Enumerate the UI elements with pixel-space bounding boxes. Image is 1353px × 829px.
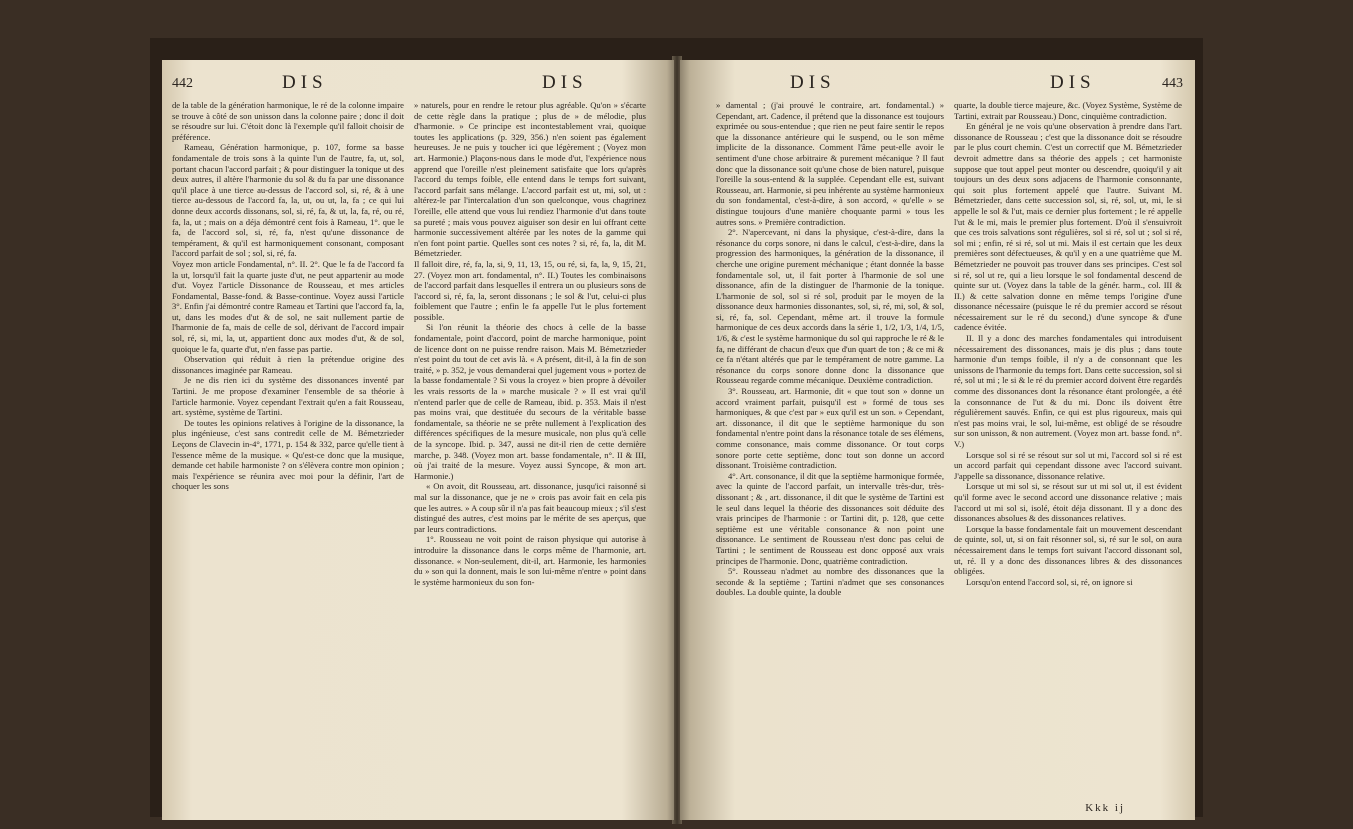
paragraph: 3°. Rousseau, art. Harmonie, dit « que tout son » donne un accord vraiment parfait, puisqu'il est » formé de tous ses harmoniques, & que c'est par » eux qu'il est un son. » Cependant, art. dissonance, il dit que le septième harmonique du son fondamental n'entre point dans la résonance totale de ses élémens, comme consonance, mais comme dissonance. Or tout corps sonore porte cette septième, donc tout son donne un accord dissonant. Troisième contradiction. [716,386,944,471]
right-page-column-2 [954,100,1182,790]
paragraph: Rameau, Génération harmonique, p. 107, forme sa basse fondamentale de trois sons à la quinte l'un de l'autre, fa, ut, sol, portant chacun l'accord parfait ; & pour distinguer la tonique ut des deux autres, il altère l'harmonie du sol & du fa par une dissonance qu'il place à une tierce au-dessus de l'accord sol, si, ré, & à une tierce au-dessous de l'accord fa, la, ut, ou ut, la, fa ; ce qui lui donne deux accords dissonans, sol, si, ré, fa, & ut, la, fa, ré, ou ré, fa, la, ut ; mais on a déja démontré cent fois à Rameau, 1°. que le fa, de l'accord sol, si, ré, fa, n'est qu'une dissonance de tempérament, & qu'il est harmoniquement consonant, composant l'accord parfait de sol ; sol, si, ré, fa. [172,142,404,259]
paragraph: Lorsque la basse fondamentale fait un mouvement descendant de quinte, sol, ut, si on fait résonner sol, si, ré sur le sol, on aura nécessairement dans le temps fort suivant l'accord dissonant sol, ut, ré. Il y a donc des dissonances libres & des dissonances obligées. [954,523,1182,577]
right-header-title-2: DIS [1050,72,1096,93]
left-page-column-1 [172,100,404,805]
paragraph: De toutes les opinions relatives à l'origine de la dissonance, la plus ingénieuse, c'est sans contredit celle de M. Bémetzrieder Leçons de Clavecin in-4°, 1771, p. 154 & 332, parce qu'elle tient à l'essence même de la musique. « Qu'est-ce donc que la musique, demande cet habile harmoniste ? on s'élèvera contre mon opinion ; mais l'expérience se réunira avec moi pour la définir, l'art de choquer les sons [172,417,404,492]
paragraph: Voyez mon article Fondamental, n°. II. 2°. Que le fa de l'accord fa la ut, lorsqu'il fait la quarte juste d'ut, ne peut appartenir au mode d'ut. Voyez l'article Dissonance de Rousseau, et mes articles Fondamental, Basse-fond. & Basse-continue. Voyez aussi l'article 3°. Enfin j'ai démontré contre Rameau et Tartini que l'accord fa, la, ut, dans les modes d'ut & de sol, ne sait nullement partie de l'harmonie de fa, mais de celle de sol, dérivant de l'accord impair sol, ré, si, mi, la, ut, appartient donc aux modes d'ut, & de sol, quoique le fa, quarte d'ut, n'en fasse pas partie. [172,258,404,354]
paragraph: En général je ne vois qu'une observation à prendre dans l'art. dissonance de Rousseau ; c'est que la dissonance doit se résoudre par le plus court chemin. C'est un correctif que M. Bémetzrieder devroit admettre dans sa théorie des appels ; cet harmoniste suppose que tout appel peut monter ou descendre, quoiqu'il y ait toujours un des deux sons adjacens de l'harmonie consonnante, qui soit plus fortement appelé que l'autre. Suivant M. Bémetzrieder, dans cette succession sol, si, ré, sol, ut, mi, le si appelle le sol & l'ut, mais ce dernier plus fortement ; le ré appelle l'ut & le mi, mais le premier plus fortement. D'où il s'ensuivroit que ces trois salvations sont régulières, sol si ré, sol ut ; sol si ré, sol mi ; enfin, ré si ré, sol ut mi. Mais il est certain que les deux premières sont défectueuses, & qu'il y en a une quatrième que M. Bémetzrieder ne pouvoit pas trouver dans ses principes. C'est sol si ré, sol ut re, qui a lieu lorsque le sol fondamental descend de quinte sur ut. (Voyez dans la table de la génér. harm., col. III & II.) & cette salvation donne en même temps l'origine d'une dissonance nécessaire (puisque le ré du premier accord se résout nécessairement sur le ré du second,) d'une syncope & d'une cadence évitée. [954,121,1182,333]
paragraph: » naturels, pour en rendre le retour plus agréable. Qu'on » s'écarte de cette règle dans la pratique ; plus de » de mélodie, plus d'harmonie. » Ce principe est incontestablement vrai, quoique toutes les applications (p. 329, 356.) n'en soient pas également heureuses. Je ne puis y toucher ici que légèrement ; (Voyez mon art. Harmonie.) Plaçons-nous dans le mode d'ut, l'expérience nous apprend que l'oreille n'est pleinement satisfaite que lors qu'après l'accord du temps foible, elle entend dans le temps fort suivant, l'accord parfait sans mélange. L'accord parfait est ut, mi, sol, ut : altérez-le par l'intercalation d'un son quelconque, vous chagrinez l'oreille, elle attend que vous lui rendiez l'harmonie d'ut dans toute sa pureté ; mais vous pouvez aiguiser son desir en lui offrant cette harmonie successivement altérée par les notes de la gamme qui n'en font point partie. Quelles sont ces notes ? si, ré, fa, la, dit M. Bémetzrieder. [414,100,646,259]
paragraph: » damental ; (j'ai prouvé le contraire, art. fondamental.) » Cependant, art. Cadence, il prétend que la dissonance est toujours exprimée ou sous-entendue ; que rien ne peut faire sentir le repos que la dissonance antérieure qui le suspend, ou le son même implicite de la dissonance. Comment l'âme peut-elle avoir le sentiment d'une chose arbitraire & purement mécanique ? Il faut donc que la dissonance soit qu'une chose de bien naturel, puisque l'oreille la sous-entend & la supplée. Cependant elle est, suivant Rousseau, art. Harmonie, si peu inhérente au système harmonieux du son fondamental, c'est-à-dire, à son accord, « qu'elle » se distingue toujours d'une manière choquante parmi » tous les autres sons. » Première contradiction. [716,100,944,227]
paragraph: de la table de la génération harmonique, le ré de la colonne impaire se trouve à côté de son unisson dans la colonne paire ; donc il doit se résoudre sur lui. C'étoit donc là l'exemple qu'il falloit choisir de préférence. [172,100,404,142]
paragraph: quarte, la double tierce majeure, &c. (Voyez Système, Système de Tartini, extrait par Rousseau.) Donc, cinquième contradiction. [954,100,1182,121]
paragraph: 2°. N'apercevant, ni dans la physique, c'est-à-dire, dans la résonance du corps sonore, ni dans le calcul, c'est-à-dire, dans la progression des harmoniques, la génération de la dissonance, il cherche une origine purement méchanique ; étant donnée la basse fondamentale sol, ut, il fait porter à l'harmonie de sol une dissonance, afin de la distinguer de l'harmonie de la tonique. L'harmonie de sol, sol si ré sol, produit par le moyen de la dissonance deux harmonies dissonantes, sol, si, ré, mi, sol, & sol, si, ré, fa, sol. Cependant, même art. il trouve la formule harmonique de ces deux accords dans la série 1, 1/2, 1/3, 1/4, 1/5, 1/6, & c'est le système harmonique du sol qui rapproche le ré & le fa, ne différant de chacun d'eux que d'un quart de ton ; & ce mi & ce fa n'étant altérés que par le tempérament de notre gamme. La résonance du corps sonore donne donc la dissonance que Rousseau regarde comme mécanique. Deuxième contradiction. [716,227,944,386]
signature-mark: Kkk ij [1085,802,1125,814]
paragraph: Lorsque sol si ré se résout sur sol ut mi, l'accord sol si ré est un accord parfait qui cependant dissone avec l'accord suivant. J'appelle sa dissonance, dissonance relative. [954,449,1182,481]
paragraph: Si l'on réunit la théorie des chocs à celle de la basse fondamentale, point d'accord, point de marche harmonique, point de licence dont on ne puisse rendre raison. Mais M. Bémetzrieder n'est point du tout de cet avis là. « A présent, dit-il, à la fin de son traité, » p. 352, je vous demanderai quel jugement vous » portez de la basse fondamentale ? Si vous la croyez » bien propre à dévoiler les vrais ressorts de la » marche musicale ? » Il est vrai qu'il n'entend parler que de celle de Rameau, ibid. p. 353. Mais il n'est pas moins vrai, que destituée du secours de la véritable basse fondamentale, sa théorie ne se prête nullement à l'explication des différences spécifiques de la mesure musicale, non plus qu'à celle de la syncope. Ibid. p. 347, aussi ne dit-il rien de cette dernière marche, p. 348. (Voyez mon art. basse fondamentale, n°. II & III, où j'ai traité de la mesure. Voyez aussi Syncope, & mon art. Harmonie.) [414,322,646,481]
left-page-number: 442 [172,76,193,91]
paragraph: Je ne dis rien ici du système des dissonances inventé par Tartini. Je me propose d'examiner l'ensemble de sa théorie à l'article harmonie. Voyez cependant l'extrait qu'en a fait Rousseau, art. système, système de Tartini. [172,375,404,418]
paragraph: Lorsque ut mi sol si, se résout sur ut mi sol ut, il est évident qu'il forme avec le second accord une dissonance relative ; mais l'accord ut mi sol si, isolé, étoit déja dissonant. Il y a donc des dissonances absolues & des dissonances relatives. [954,481,1182,524]
left-page [162,60,674,820]
left-header-title-2: DIS [542,72,588,93]
paragraph: Lorsqu'on entend l'accord sol, si, ré, on ignore si [966,576,1133,587]
paragraph: II. Il y a donc des marches fondamentales qui introduisent nécessairement des dissonances, mais je dis plus ; dans toute harmonie d'un temps foible, il n'y a de consonnant que les unissons de l'harmonie du temps fort. Dans cette succession, sol si ré, sol ut mi ; le si & le ré du premier accord doivent être regardés comme des dissonances dont la résonance étant prolongée, a été la consonnance de l'ut & du mi. Donc ils doivent être régulièrement sauvés. Enfin, ce qui est plus rigoureux, mais qui n'est pas moins vrai, le sol, lui-même, est obligé de se résoudre sur son unisson, & non autrement. (Voyez mon art. basse fond. n°. V.) [954,333,1182,449]
paragraph: Il falloit dire, ré, fa, la, si, 9, 11, 13, 15, ou ré, si, fa, la, 9, 15, 21, 27. (Voyez mon art. fondamental, n°. II.) Toutes les combinaisons de l'accord parfait dans lesquelles il entrera un ou plusieurs sons de l'accord si, ré, fa, la, seront dissonans ; le sol & l'ut, celui-ci plus foiblement que l'autre ; enfin le fa appelle l'ut le plus fortement possible. [414,258,646,322]
left-page-column-2 [414,100,646,805]
right-header-title: DIS [790,72,836,93]
paragraph: 5°. Rousseau n'admet au nombre des dissonances que la seconde & la septième ; Tartini n'admet que ses consonances doubles. La double quinte, la double [716,566,944,598]
left-header-title: DIS [282,72,328,93]
right-page-number: 443 [1162,76,1183,91]
right-page [680,60,1195,820]
paragraph: 1°. Rousseau ne voit point de raison physique qui autorise à introduire la dissonance dans le corps même de l'harmonie, art. dissonance. « Non-seulement, dit-il, art. Harmonie, les harmonies du » son qui la donnent, mais le son lui-même n'entre » point dans le système harmonieux du son fon- [414,534,646,587]
right-page-column-1 [716,100,944,805]
right-page-header [680,72,1195,100]
open-book [150,38,1203,817]
paragraph: Observation qui réduit à rien la prétendue origine des dissonances imaginée par Rameau. [172,354,404,375]
paragraph: « On avoit, dit Rousseau, art. dissonance, jusqu'ici raisonné si mal sur la dissonance, que je ne » crois pas avoir fait en cela pis que les autres. » A coup sûr il n'a pas fait beaucoup mieux ; s'il s'est distingué des autres, c'est moins par le mérite de ses aperçus, que par leurs contradictions. [414,481,646,534]
paragraph: 4°. Art. consonance, il dit que la septième harmonique formée, avec la quinte de l'accord parfait, un intervalle très-dur, très-dissonant ; & , art. dissonance, il dit que le système de Tartini est le seul dans lequel la théorie des dissonances soit déduite des vrais principes de l'harmonie : or Tartini dit, p. 128, que cette septième est une véritable consonance & non point une dissonance. Le sentiment de Rousseau n'est donc pas celui de Tartini ; le sentiment de Rousseau est donc opposé aux vrais principes de l'harmonie. Donc, quatrième contradiction. [716,470,944,566]
left-page-header [162,72,674,100]
